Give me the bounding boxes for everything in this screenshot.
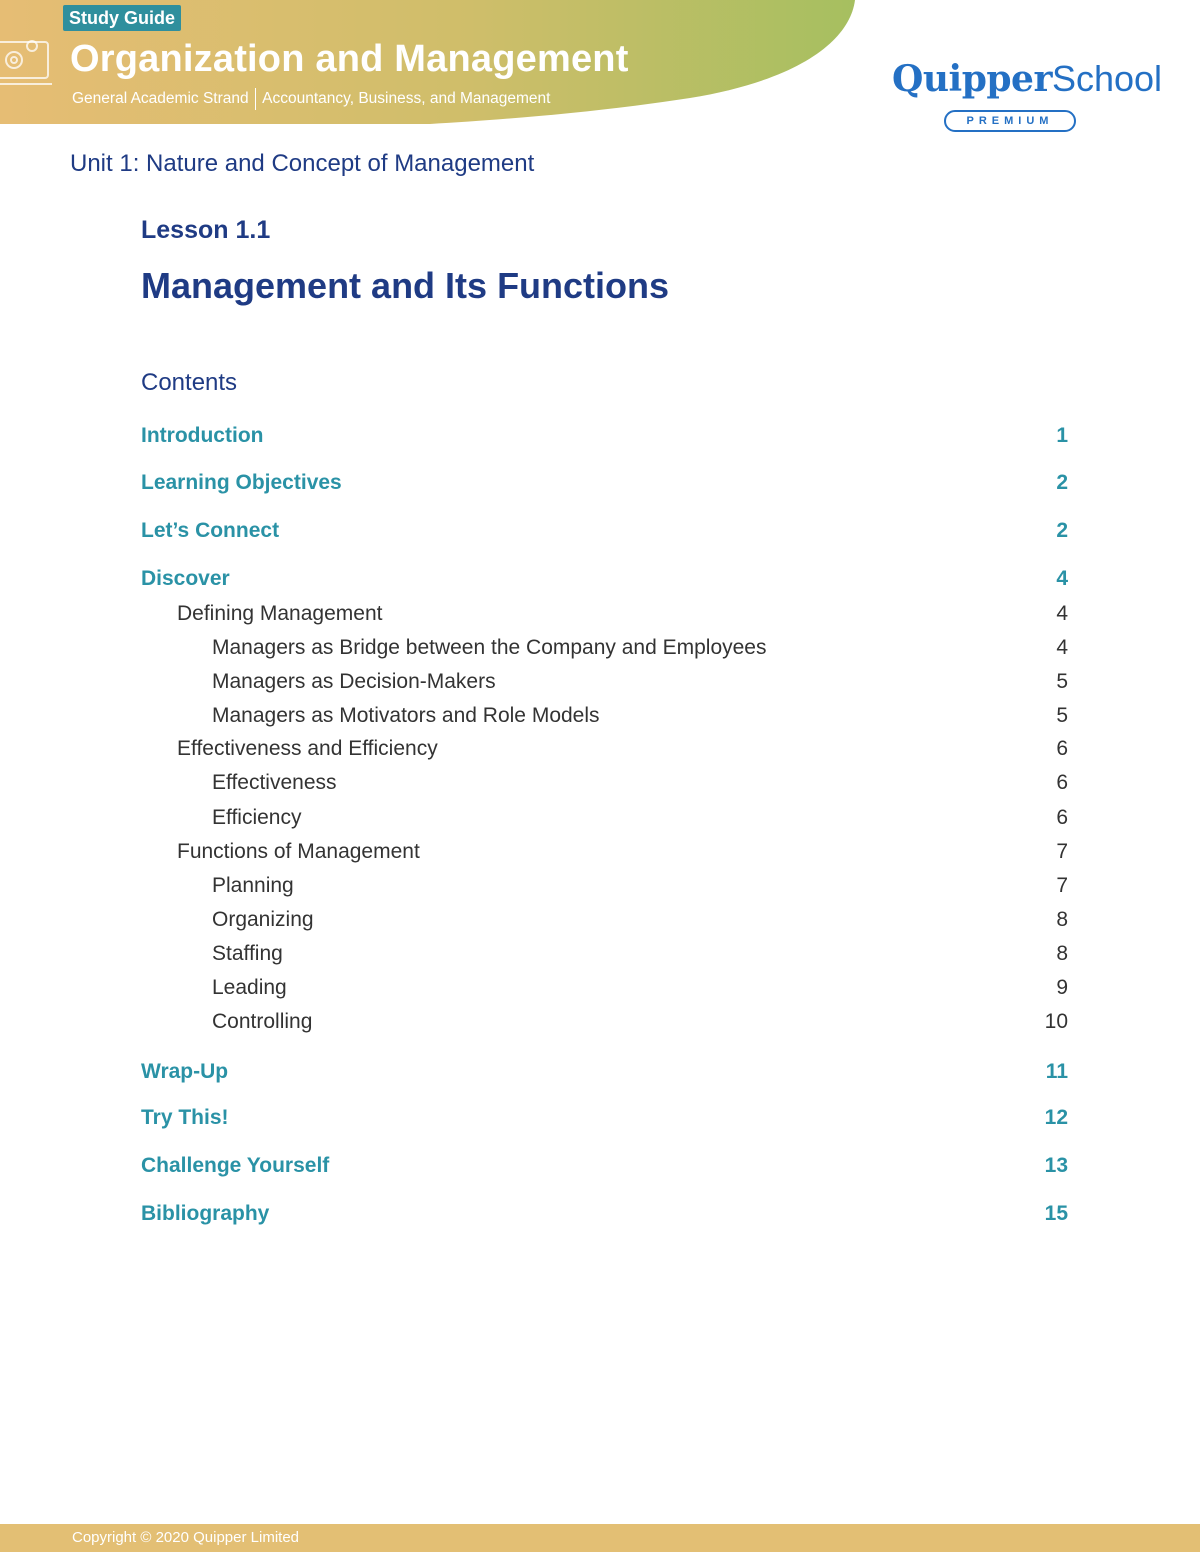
- contents-heading: Contents: [141, 369, 238, 396]
- toc-entry[interactable]: [0, 567, 1200, 597]
- toc-entry-page: 5: [1056, 704, 1068, 727]
- toc-entry-label: Learning Objectives: [141, 471, 342, 494]
- toc-entry[interactable]: [0, 1060, 1200, 1090]
- footer-bar: [0, 1524, 1200, 1552]
- toc-entry-label: Discover: [141, 567, 230, 590]
- lesson-title: Management and Its Functions: [141, 265, 670, 306]
- toc-entry-label: Effectiveness: [212, 771, 337, 794]
- toc-entry[interactable]: [0, 471, 1200, 501]
- toc-entry-label: Try This!: [141, 1106, 229, 1129]
- toc-entry[interactable]: [0, 519, 1200, 549]
- toc-entry[interactable]: [0, 976, 1200, 1006]
- strand-line: [72, 88, 550, 110]
- toc-entry-page: 13: [1044, 1154, 1068, 1177]
- toc-entry-page: 6: [1056, 771, 1068, 794]
- toc-entry[interactable]: [0, 424, 1200, 454]
- toc-entry-label: Planning: [212, 874, 294, 897]
- toc-entry-label: Controlling: [212, 1010, 313, 1033]
- toc-entry-label: Managers as Motivators and Role Models: [212, 704, 600, 727]
- toc-entry-label: Defining Management: [177, 602, 383, 625]
- toc-entry[interactable]: [0, 1154, 1200, 1184]
- toc-entry-label: Effectiveness and Efficiency: [177, 737, 438, 760]
- toc-entry[interactable]: [0, 636, 1200, 666]
- toc-entry-label: Bibliography: [141, 1202, 270, 1225]
- toc-entry-label: Wrap-Up: [141, 1060, 229, 1083]
- toc-entry-page: 12: [1044, 1106, 1068, 1129]
- toc-entry-page: 10: [1044, 1010, 1068, 1033]
- toc-entry-page: 11: [1045, 1060, 1068, 1083]
- quipper-school-logo: [892, 58, 1163, 138]
- logo-secondary: School: [1051, 58, 1163, 99]
- toc-entry[interactable]: [0, 908, 1200, 938]
- toc-entry-label: Managers as Bridge between the Company and Employees: [212, 636, 767, 659]
- toc-entry-page: 2: [1056, 519, 1068, 542]
- toc-entry-page: 6: [1056, 806, 1068, 829]
- toc-entry-label: Staffing: [212, 942, 283, 965]
- toc-entry[interactable]: [0, 602, 1200, 632]
- study-guide-badge: Study Guide: [63, 5, 181, 31]
- toc-entry-page: 9: [1056, 976, 1068, 999]
- laptop-gear-icon: [0, 34, 56, 94]
- toc-entry[interactable]: [0, 942, 1200, 972]
- toc-entry[interactable]: [0, 1202, 1200, 1232]
- lesson-label: Lesson 1.1: [141, 216, 271, 244]
- toc-entry[interactable]: [0, 771, 1200, 801]
- toc-entry-page: 2: [1056, 471, 1068, 494]
- toc-entry[interactable]: [0, 840, 1200, 870]
- strand-name: General Academic Strand: [72, 90, 249, 107]
- course-title: Organization and Management: [70, 38, 629, 80]
- toc-entry-label: Let’s Connect: [141, 519, 280, 542]
- premium-badge: PREMIUM: [944, 110, 1076, 132]
- strand-separator: [255, 88, 257, 110]
- unit-title: Unit 1: Nature and Concept of Management: [70, 150, 535, 177]
- logo-primary: Quipper: [892, 58, 1052, 100]
- toc-entry-label: Functions of Management: [177, 840, 420, 863]
- toc-entry-page: 7: [1056, 840, 1068, 863]
- toc-entry-label: Organizing: [212, 908, 314, 931]
- toc-entry-page: 15: [1044, 1202, 1068, 1225]
- toc-entry-page: 5: [1056, 670, 1068, 693]
- toc-entry-page: 1: [1056, 424, 1068, 447]
- toc-entry[interactable]: [0, 1106, 1200, 1136]
- toc-entry-page: 7: [1056, 874, 1068, 897]
- toc-entry-label: Leading: [212, 976, 287, 999]
- toc-entry-label: Efficiency: [212, 806, 302, 829]
- copyright-text: Copyright © 2020 Quipper Limited: [72, 1529, 300, 1546]
- toc-entry-label: Challenge Yourself: [141, 1154, 330, 1177]
- toc-entry-page: 8: [1056, 942, 1068, 965]
- toc-entry[interactable]: [0, 806, 1200, 836]
- toc-entry-page: 8: [1056, 908, 1068, 931]
- track-name: Accountancy, Business, and Management: [262, 90, 551, 107]
- toc-entry-page: 4: [1056, 602, 1068, 625]
- toc-entry-page: 4: [1056, 636, 1068, 659]
- toc-entry-page: 4: [1056, 567, 1068, 590]
- toc-entry[interactable]: [0, 874, 1200, 904]
- toc-entry[interactable]: [0, 704, 1200, 734]
- toc-entry[interactable]: [0, 670, 1200, 700]
- toc-entry-label: Managers as Decision-Makers: [212, 670, 496, 693]
- toc-entry-label: Introduction: [141, 424, 264, 447]
- toc-entry[interactable]: [0, 1010, 1200, 1040]
- toc-entry-page: 6: [1056, 737, 1068, 760]
- toc-entry[interactable]: [0, 737, 1200, 767]
